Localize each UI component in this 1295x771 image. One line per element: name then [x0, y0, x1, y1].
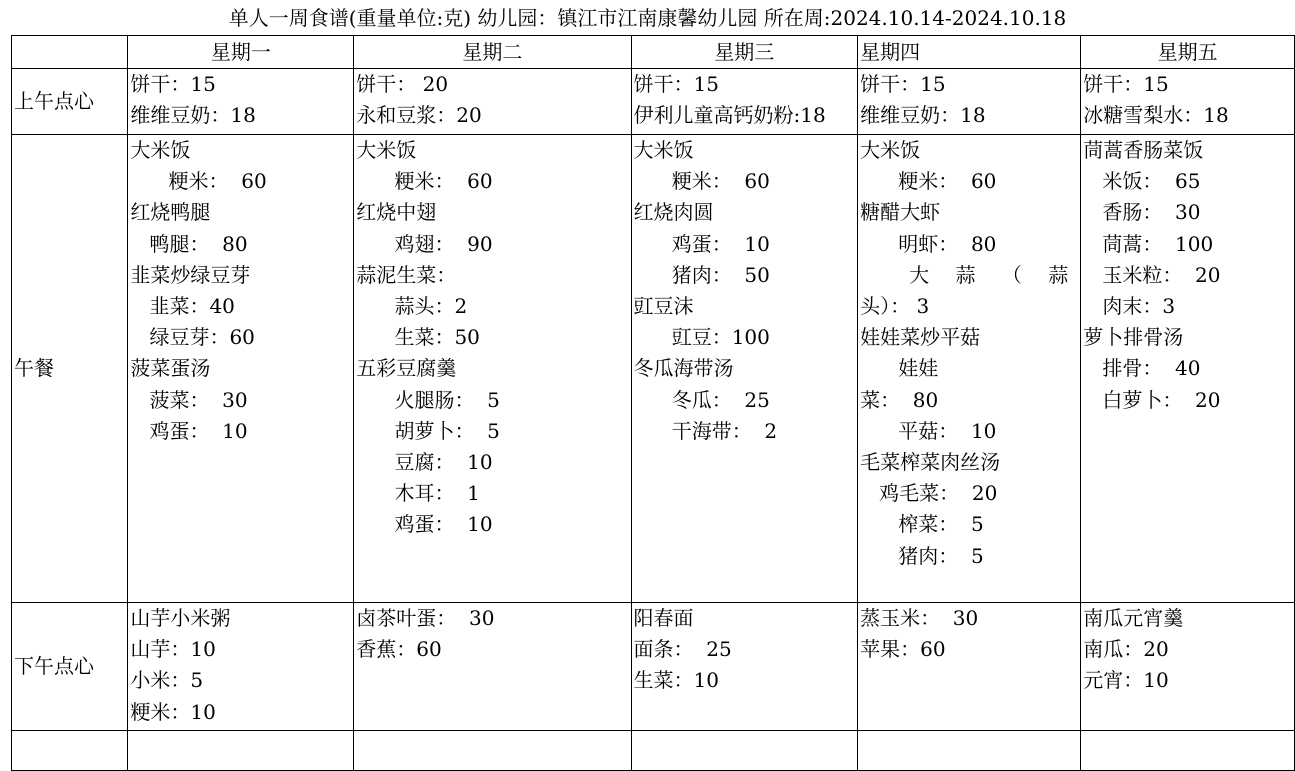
menu-line: 绿豆芽：60 — [130, 325, 255, 350]
menu-line: 鸡翅： 90 — [356, 231, 493, 256]
menu-cell — [354, 69, 631, 135]
menu-cell — [1081, 135, 1295, 603]
menu-line: 饼干：15 — [860, 72, 946, 96]
menu-cell — [631, 69, 858, 135]
menu-line: 菠菜蛋汤 — [130, 356, 211, 381]
menu-line: 饼干： 20 — [356, 72, 449, 96]
menu-line: 糖醋大虾 — [860, 200, 941, 225]
day-header-thursday: 星期四 — [858, 36, 1081, 69]
row-label-afternoon-snack: 下午点心 — [12, 603, 128, 731]
menu-line: 阳春面 — [633, 606, 694, 630]
menu-line: 香肠： 30 — [1083, 200, 1201, 225]
menu-line: 红烧鸭腿 — [130, 200, 211, 225]
menu-line: 茼蒿香肠菜饭 — [1083, 138, 1204, 162]
menu-line: 蒸玉米： 30 — [860, 606, 979, 630]
empty-cell — [1081, 731, 1295, 771]
menu-line: 韭菜炒绿豆芽 — [130, 262, 251, 287]
menu-row-afternoon-snack — [12, 603, 1295, 731]
menu-line: 胡萝卜： 5 — [356, 418, 500, 443]
menu-line: 鸡蛋： 10 — [130, 418, 248, 443]
menu-line: 红烧肉圆 — [633, 200, 714, 225]
menu-line: 维维豆奶：18 — [130, 103, 256, 128]
menu-line: 冰糖雪梨水：18 — [1083, 103, 1229, 128]
menu-line: 粳米：10 — [130, 699, 216, 724]
menu-line: 伊利儿童高钙奶粉:18 — [633, 103, 826, 128]
menu-line: 饼干：15 — [130, 72, 216, 96]
menu-row-morning-snack — [12, 69, 1295, 135]
menu-line: 萝卜排骨汤 — [1083, 325, 1184, 350]
menu-line: 大 蒜 （ 蒜 — [860, 262, 1079, 287]
menu-line: 娃娃菜炒平菇 — [860, 325, 981, 350]
empty-cell — [631, 731, 858, 771]
menu-line: 苹果：60 — [860, 637, 946, 662]
empty-cell — [354, 731, 631, 771]
menu-line: 白萝卜： 20 — [1083, 387, 1221, 412]
menu-line: 猪肉： 50 — [633, 262, 770, 287]
day-header-friday: 星期五 — [1081, 36, 1295, 69]
menu-line: 茼蒿： 100 — [1083, 231, 1214, 256]
day-header-wednesday: 星期三 — [631, 36, 858, 69]
menu-line: 粳米： 60 — [860, 169, 997, 194]
header-row — [12, 36, 1295, 69]
menu-cell — [128, 135, 354, 603]
menu-line: 粳米： 60 — [633, 169, 770, 194]
weekly-menu-table — [11, 35, 1295, 771]
empty-cell — [858, 731, 1081, 771]
row-label-lunch: 午餐 — [12, 135, 128, 603]
menu-line: 粳米： 60 — [130, 169, 267, 194]
page-title: 单人一周食谱(重量单位:克) 幼儿园：镇江市江南康馨幼儿园 所在周:2024.10.14-2024.10.18 — [228, 6, 1067, 30]
menu-line: 卤茶叶蛋： 30 — [356, 606, 495, 630]
menu-line: 饼干：15 — [633, 72, 719, 96]
menu-line: 大米饭 — [633, 138, 694, 162]
menu-line: 蒜头：2 — [356, 294, 468, 319]
menu-line: 豇豆：100 — [633, 325, 770, 350]
menu-line: 山芋：10 — [130, 637, 216, 662]
menu-line: 娃娃 — [860, 356, 939, 381]
menu-line: 南瓜元宵羹 — [1083, 606, 1184, 630]
menu-line: 明虾： 80 — [860, 231, 997, 256]
menu-line: 元宵：10 — [1083, 668, 1169, 693]
menu-line: 饼干：15 — [1083, 72, 1169, 96]
menu-line: 毛菜榨菜肉丝汤 — [860, 450, 1001, 475]
menu-line: 南瓜：20 — [1083, 637, 1169, 662]
corner-cell — [12, 36, 128, 69]
menu-line: 玉米粒： 20 — [1083, 262, 1221, 287]
empty-cell — [12, 731, 128, 771]
menu-line: 韭菜：40 — [130, 294, 235, 319]
menu-line: 干海带： 2 — [633, 418, 778, 443]
menu-cell — [354, 135, 631, 603]
menu-line: 肉末：3 — [1083, 294, 1176, 319]
empty-cell — [128, 731, 354, 771]
menu-line: 大米饭 — [356, 138, 417, 162]
menu-cell — [858, 69, 1081, 135]
menu-line: 冬瓜海带汤 — [633, 356, 734, 381]
menu-line: 生菜：10 — [633, 668, 719, 693]
menu-line: 红烧中翅 — [356, 200, 437, 225]
menu-line: 鸭腿： 80 — [130, 231, 248, 256]
menu-line: 菜： 80 — [860, 387, 939, 412]
menu-cell — [1081, 603, 1295, 731]
menu-line: 鸡蛋： 10 — [356, 512, 493, 537]
menu-cell — [128, 603, 354, 731]
menu-line: 榨菜： 5 — [860, 512, 984, 537]
menu-line: 生菜：50 — [356, 325, 480, 350]
menu-line: 五彩豆腐羹 — [356, 356, 457, 381]
menu-line: 永和豆浆：20 — [356, 103, 482, 128]
menu-line: 木耳： 1 — [356, 481, 480, 506]
day-header-tuesday: 星期二 — [354, 36, 631, 69]
menu-line: 面条： 25 — [633, 637, 732, 662]
menu-cell — [1081, 69, 1295, 135]
menu-line: 大米饭 — [130, 138, 191, 162]
menu-row-lunch — [12, 135, 1295, 603]
menu-cell — [858, 135, 1081, 603]
menu-line: 香蕉：60 — [356, 637, 442, 662]
menu-line: 火腿肠： 5 — [356, 387, 500, 412]
row-label-morning-snack: 上午点心 — [12, 69, 128, 135]
menu-line: 平菇： 10 — [860, 418, 997, 443]
menu-line: 头）： 3 — [860, 294, 930, 319]
menu-line: 鸡毛菜： 20 — [860, 481, 998, 506]
menu-line: 豇豆沫 — [633, 294, 694, 319]
menu-line: 小米：5 — [130, 668, 204, 693]
menu-line: 维维豆奶：18 — [860, 103, 986, 128]
menu-row-partial — [12, 731, 1295, 771]
menu-line: 大米饭 — [860, 138, 921, 162]
menu-line: 山芋小米粥 — [130, 606, 231, 630]
menu-cell — [631, 603, 858, 731]
menu-line: 菠菜： 30 — [130, 387, 248, 412]
menu-cell — [858, 603, 1081, 731]
menu-line: 蒜泥生菜： — [356, 262, 457, 287]
menu-line: 冬瓜： 25 — [633, 387, 770, 412]
menu-line: 豆腐： 10 — [356, 450, 493, 475]
menu-cell — [631, 135, 858, 603]
menu-line: 粳米： 60 — [356, 169, 493, 194]
menu-line: 排骨： 40 — [1083, 356, 1201, 381]
day-header-monday: 星期一 — [128, 36, 354, 69]
menu-line: 鸡蛋： 10 — [633, 231, 770, 256]
menu-cell — [354, 603, 631, 731]
menu-line: 米饭： 65 — [1083, 169, 1201, 194]
menu-line: 猪肉： 5 — [860, 543, 984, 568]
menu-cell — [128, 69, 354, 135]
